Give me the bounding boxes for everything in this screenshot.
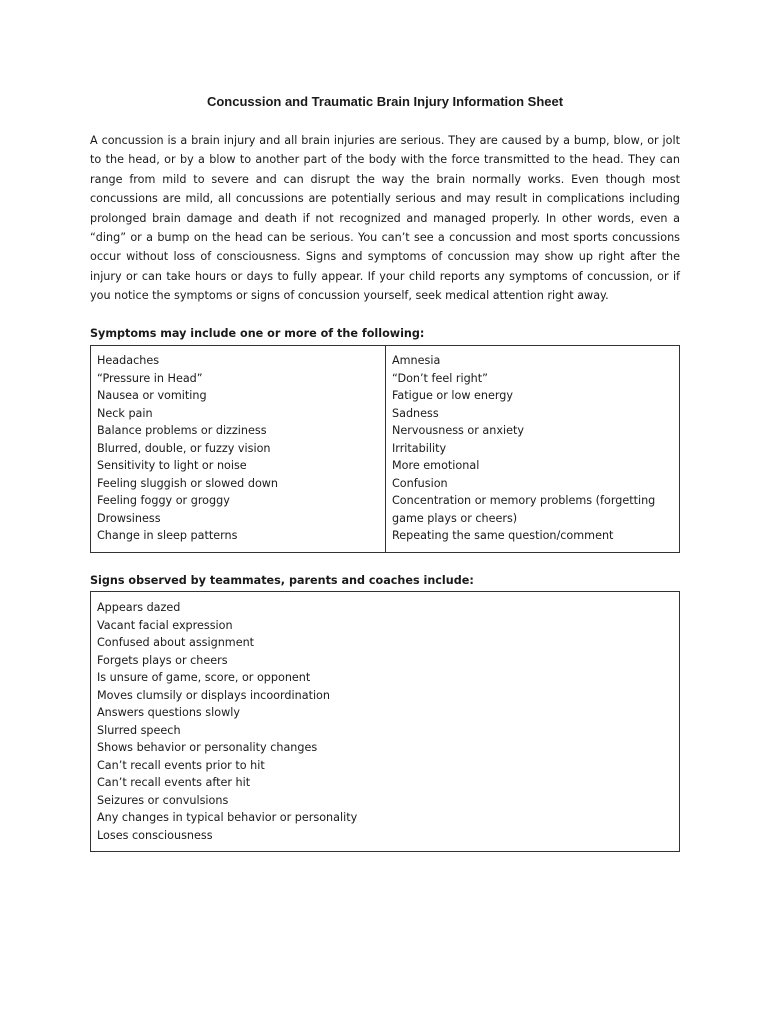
list-item: Headaches bbox=[97, 354, 160, 367]
list-item: Fatigue or low energy bbox=[392, 389, 514, 402]
list-item: Can’t recall events after hit bbox=[97, 776, 251, 789]
list-item: Slurred speech bbox=[97, 723, 181, 737]
list-item: Nervousness or anxiety bbox=[392, 424, 524, 437]
list-item: “Pressure in Head” bbox=[97, 371, 203, 385]
list-item: Balance problems or dizziness bbox=[97, 424, 267, 437]
list-item: Drowsiness bbox=[97, 511, 161, 525]
list-item: Seizures or convulsions bbox=[97, 793, 229, 807]
signs-table bbox=[90, 591, 680, 852]
list-item: Feeling sluggish or slowed down bbox=[97, 476, 279, 490]
symptoms-table bbox=[90, 345, 680, 553]
list-item: Can’t recall events prior to hit bbox=[97, 758, 265, 772]
list-item: Is unsure of game, score, or opponent bbox=[97, 671, 311, 684]
list-item: Forgets plays or cheers bbox=[97, 653, 228, 667]
symptoms-right-column bbox=[386, 346, 679, 552]
list-item: Sadness bbox=[392, 406, 439, 420]
symptoms-right-list bbox=[392, 352, 673, 545]
list-item: Amnesia bbox=[392, 354, 441, 367]
signs-heading: Signs observed by teammates, parents and coaches include: bbox=[90, 574, 474, 587]
list-item: Concentration or memory problems (forgetting game plays or cheers) bbox=[392, 494, 656, 525]
list-item: More emotional bbox=[392, 459, 480, 472]
list-item: Answers questions slowly bbox=[97, 706, 240, 719]
list-item: Nausea or vomiting bbox=[97, 389, 207, 402]
list-item: Repeating the same question/comment bbox=[392, 529, 614, 542]
list-item: Moves clumsily or displays incoordination bbox=[97, 688, 330, 702]
list-item: Appears dazed bbox=[97, 601, 181, 614]
list-item: Confused about assignment bbox=[97, 636, 255, 649]
list-item: Shows behavior or personality changes bbox=[97, 741, 318, 754]
list-item: Loses consciousness bbox=[97, 828, 213, 842]
list-item: Confusion bbox=[392, 476, 448, 490]
list-item: Any changes in typical behavior or personality bbox=[97, 811, 358, 824]
symptoms-heading: Symptoms may include one or more of the following: bbox=[90, 327, 425, 340]
symptoms-left-column bbox=[91, 346, 386, 552]
signs-list bbox=[91, 592, 679, 844]
symptoms-left-list bbox=[97, 352, 379, 545]
list-item: Vacant facial expression bbox=[97, 618, 233, 632]
list-item: Sensitivity to light or noise bbox=[97, 459, 247, 472]
list-item: Blurred, double, or fuzzy vision bbox=[97, 441, 271, 455]
list-item: Irritability bbox=[392, 441, 447, 455]
document-title: Concussion and Traumatic Brain Injury Information Sheet bbox=[206, 94, 564, 109]
list-item: Neck pain bbox=[97, 406, 153, 420]
intro-paragraph: A concussion is a brain injury and all brain injuries are serious. They are caused by a bump, blow, or jolt to the head, or by a blow to another part of the body with the force transmitted to the head. They can range from mild to severe and can disrupt the way the brain normally works. Even though most concussions are mild, all concussions are potentially serious and may result in complications including prolonged brain damage and death if not recognized and managed properly. In other words, even a “ding” or a bump on the head can be serious. You can’t see a concussion and most sports concussions occur without loss of consciousness. Signs and symptoms of concussion may show up right after the injury or can take hours or days to fully appear. If your child reports any symptoms of concussion, or if you notice the symptoms or signs of concussion yourself, seek medical attention right away. bbox=[90, 134, 680, 303]
list-item: Change in sleep patterns bbox=[97, 529, 238, 542]
list-item: “Don’t feel right” bbox=[392, 371, 488, 385]
list-item: Feeling foggy or groggy bbox=[97, 494, 230, 507]
